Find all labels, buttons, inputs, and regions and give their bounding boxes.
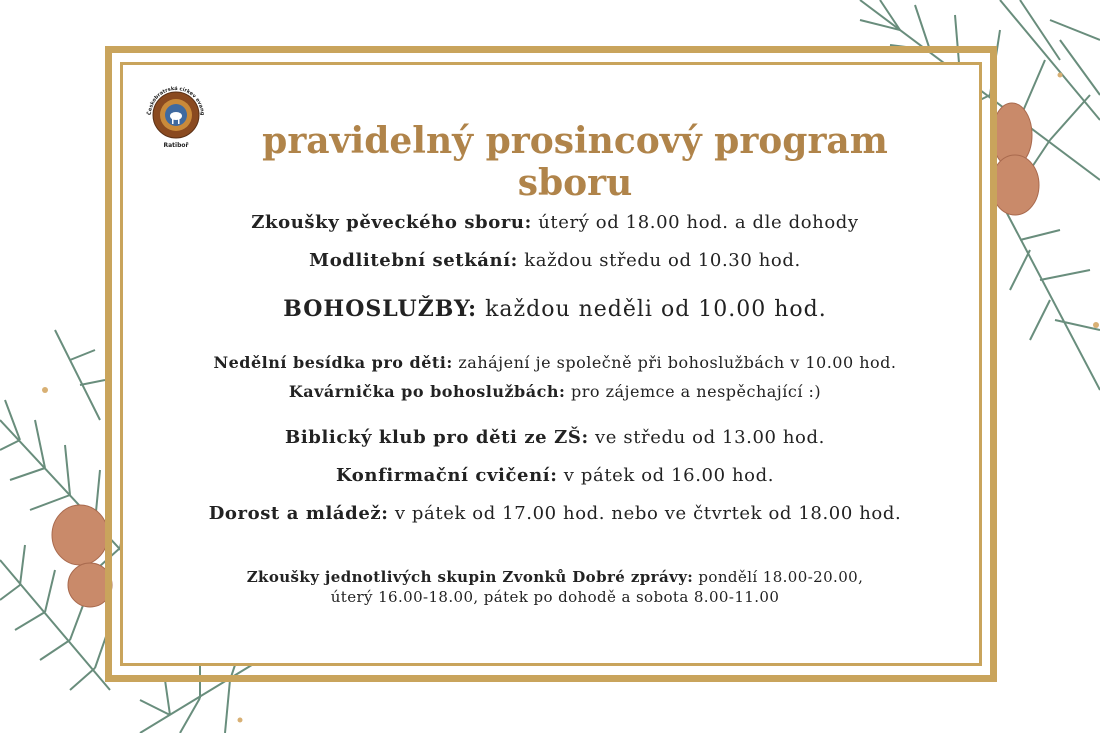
footer-text-1: pondělí 18.00-20.00, bbox=[693, 568, 864, 586]
item-text: v pátek od 17.00 hod. nebo ve čtvrtek od 18.00 hod. bbox=[388, 503, 902, 524]
item-label: Zkoušky pěveckého sboru: bbox=[251, 212, 532, 233]
logo-place-text: Ratiboř bbox=[163, 142, 189, 148]
item-text: každou neděli od 10.00 hod. bbox=[477, 297, 827, 322]
page-title: pravidelný prosincový program sboru bbox=[262, 120, 888, 204]
footer-line-2 bbox=[120, 588, 990, 606]
schedule-item bbox=[120, 353, 990, 372]
schedule-item bbox=[120, 503, 990, 524]
schedule-item bbox=[120, 382, 990, 401]
item-text: ve středu od 13.00 hod. bbox=[588, 427, 825, 448]
schedule-item bbox=[120, 427, 990, 448]
footer-label: Zkoušky jednotlivých skupin Zvonků Dobré zprávy: bbox=[246, 568, 694, 586]
footer-line-1 bbox=[120, 568, 990, 586]
item-label: Nedělní besídka pro děti: bbox=[213, 353, 453, 372]
item-label: Dorost a mládež: bbox=[208, 503, 389, 524]
item-text: zahájení je společně při bohoslužbách v 10.00 hod. bbox=[452, 353, 897, 372]
item-label: Modlitební setkání: bbox=[309, 250, 518, 271]
item-label: Konfirmační cvičení: bbox=[335, 465, 558, 486]
item-text: v pátek od 16.00 hod. bbox=[557, 465, 775, 486]
schedule-item bbox=[120, 465, 990, 486]
item-text: pro zájemce a nespěchající :) bbox=[565, 382, 822, 401]
item-label: BOHOSLUŽBY: bbox=[283, 296, 478, 322]
schedule-item bbox=[120, 296, 990, 322]
item-label: Kavárnička po bohoslužbách: bbox=[288, 382, 566, 401]
item-label: Biblický klub pro děti ze ZŠ: bbox=[285, 427, 589, 448]
schedule-item bbox=[120, 212, 990, 233]
footer-text-2: úterý 16.00-18.00, pátek po dohodě a sobota 8.00-11.00 bbox=[330, 588, 780, 606]
item-text: úterý od 18.00 hod. a dle dohody bbox=[531, 212, 859, 233]
item-text: každou středu od 10.30 hod. bbox=[517, 250, 801, 271]
logo-ring-text: Českobratrská církev evang bbox=[146, 85, 206, 116]
schedule-item bbox=[120, 250, 990, 271]
